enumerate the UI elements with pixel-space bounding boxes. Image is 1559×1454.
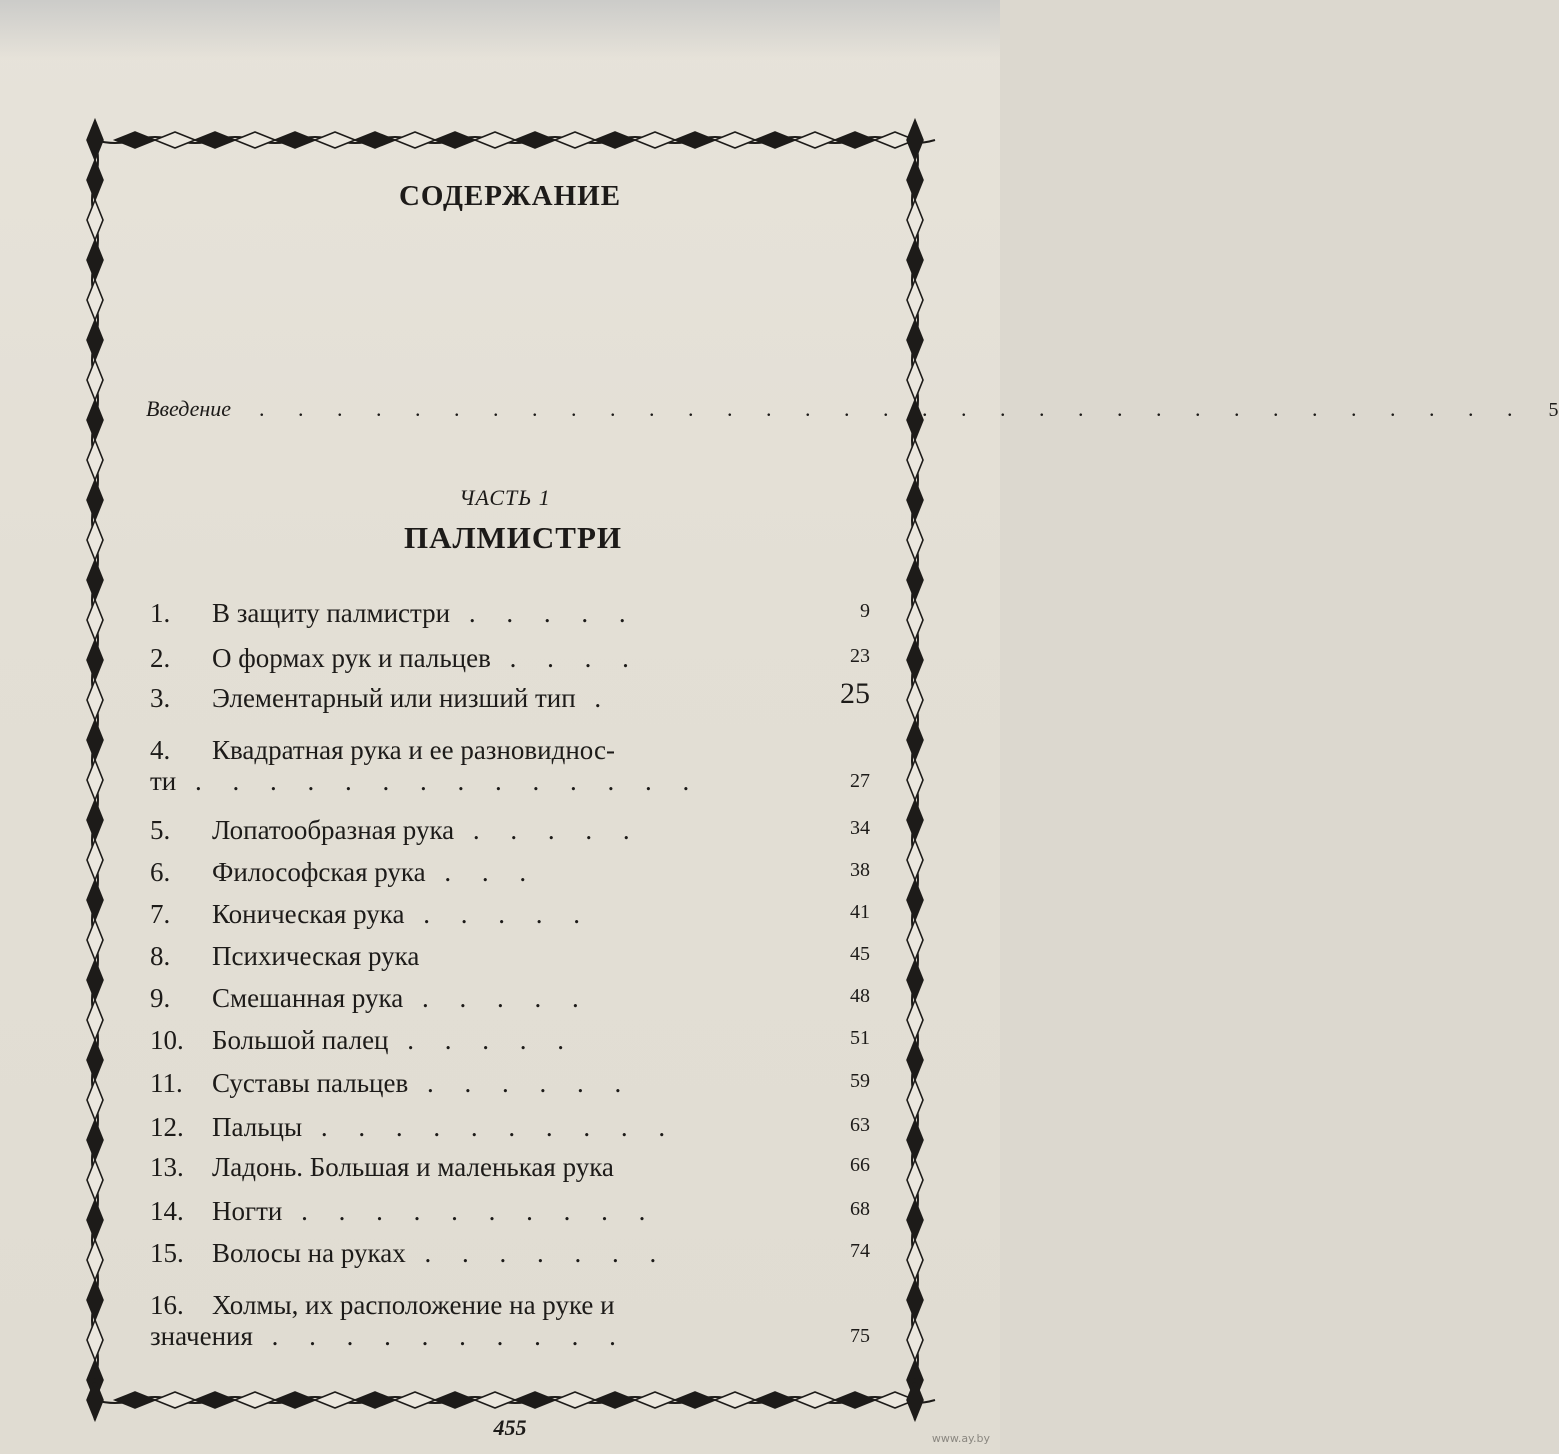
dot-leader: . . . . . . . . . . . . . .	[176, 766, 702, 796]
entry-number: 12.	[150, 1112, 184, 1142]
page-number: 455	[493, 1415, 527, 1440]
page-title: СОДЕРЖАНИЕ	[398, 180, 622, 212]
entry-number: 15.	[150, 1238, 184, 1268]
border-diamond	[87, 600, 103, 640]
border-diamond	[155, 1392, 195, 1408]
border-diamond	[795, 132, 835, 148]
entry-page: 27	[850, 770, 870, 792]
border-diamond	[907, 560, 923, 600]
toc-entry	[150, 1112, 870, 1143]
entry-number: 4.	[150, 735, 171, 765]
border-diamond	[907, 920, 923, 960]
toc-entry	[150, 643, 870, 674]
entry-page: 75	[850, 1325, 870, 1347]
entry-number: 7.	[150, 899, 171, 929]
entry-number: 5.	[150, 815, 171, 845]
dot-leader: . . . . . .	[408, 1068, 634, 1098]
toc-entry	[150, 857, 870, 888]
border-diamond	[87, 960, 103, 1000]
border-diamond	[87, 120, 103, 160]
border-diamond	[87, 840, 103, 880]
entry-page: 59	[850, 1070, 870, 1092]
border-diamond	[315, 132, 355, 148]
border-diamond	[87, 880, 103, 920]
entry-page: 68	[850, 1198, 870, 1220]
border-diamond	[87, 1000, 103, 1040]
toc-entry	[150, 815, 870, 846]
border-diamond	[87, 640, 103, 680]
dot-leader: . . . . .	[403, 983, 591, 1013]
border-diamond	[475, 1392, 515, 1408]
border-diamond	[907, 1080, 923, 1120]
border-diamond	[435, 1392, 475, 1408]
toc-entry	[150, 1238, 870, 1269]
entry-title: Философская рука	[212, 857, 426, 887]
entry-title: Психическая рука	[212, 941, 420, 971]
border-diamond	[907, 1120, 923, 1160]
border-diamond	[907, 240, 923, 280]
entry-title: Пальцы	[212, 1112, 303, 1142]
dot-leader: . . . . .	[454, 815, 642, 845]
border-diamond	[87, 320, 103, 360]
part-title: ПАЛМИСТРИ	[403, 520, 623, 555]
border-diamond	[795, 1392, 835, 1408]
entry-title: Суставы пальцев	[212, 1068, 409, 1098]
entry-title: Ладонь. Большая и маленькая рука	[212, 1152, 614, 1182]
dot-leader: . . . . .	[450, 598, 638, 628]
border-diamond	[315, 1392, 355, 1408]
dot-leader: . . . . . . . . . .	[252, 1321, 628, 1351]
border-diamond	[595, 1392, 635, 1408]
border-diamond	[515, 1392, 555, 1408]
border-diamond	[195, 132, 235, 148]
border-diamond	[555, 1392, 595, 1408]
border-diamond	[907, 1040, 923, 1080]
entry-page: 63	[850, 1114, 870, 1136]
dot-leader: .	[575, 683, 614, 713]
border-diamond	[87, 800, 103, 840]
border-diamond	[515, 132, 555, 148]
border-diamond	[907, 600, 923, 640]
entry-number: 6.	[150, 857, 171, 887]
border-diamond	[155, 132, 195, 148]
entry-title: Ногти	[212, 1196, 283, 1226]
dot-leader: . . . . .	[404, 899, 592, 929]
entry-page: 66	[850, 1154, 870, 1176]
entry-number: 16.	[150, 1290, 184, 1320]
entry-number: 1.	[150, 598, 171, 628]
entry-page: 45	[850, 943, 870, 965]
border-diamond	[87, 1040, 103, 1080]
border-diamond	[907, 760, 923, 800]
border-diamond	[87, 760, 103, 800]
entry-page: 9	[860, 600, 870, 622]
entry-title: Холмы, их расположение на руке и	[212, 1290, 615, 1320]
border-diamond	[87, 240, 103, 280]
toc-entry	[150, 735, 870, 797]
border-diamond	[635, 1392, 675, 1408]
border-diamond	[87, 1200, 103, 1240]
border-diamond	[907, 680, 923, 720]
border-diamond	[907, 800, 923, 840]
border-diamond	[907, 1320, 923, 1360]
toc-entry	[150, 983, 870, 1014]
entry-title: Коническая рука	[212, 899, 405, 929]
entry-title: Смешанная рука	[212, 983, 404, 1013]
border-diamond	[235, 1392, 275, 1408]
border-diamond	[355, 1392, 395, 1408]
entry-page: 74	[850, 1240, 870, 1262]
border-diamond	[87, 680, 103, 720]
entry-page: 34	[850, 817, 870, 839]
dot-leader: . . . . . . . . . .	[302, 1112, 678, 1142]
border-diamond	[755, 132, 795, 148]
border-diamond	[435, 132, 475, 148]
border-diamond	[595, 132, 635, 148]
border-diamond	[907, 1000, 923, 1040]
border-diamond	[115, 132, 155, 148]
part-label: ЧАСТЬ 1	[459, 485, 551, 510]
border-diamond	[907, 440, 923, 480]
entry-number: 14.	[150, 1196, 184, 1226]
entry-number: 13.	[150, 1152, 184, 1182]
border-diamond	[835, 132, 875, 148]
dot-leader: . . . . .	[388, 1025, 577, 1055]
border-diamond	[907, 640, 923, 680]
intro-page: 5	[1548, 399, 1559, 421]
intro-label: Введение	[146, 396, 232, 421]
border-diamond	[87, 1160, 103, 1200]
border-diamond	[355, 132, 395, 148]
border-diamond	[87, 440, 103, 480]
border-diamond	[395, 1392, 435, 1408]
border-diamond	[87, 920, 103, 960]
dot-leader: . . . . . . .	[405, 1238, 669, 1268]
border-diamond	[195, 1392, 235, 1408]
border-diamond	[907, 880, 923, 920]
border-diamond	[555, 132, 595, 148]
border-diamond	[907, 1280, 923, 1320]
entry-title: Элементарный или низший тип	[212, 683, 576, 713]
entry-title-continued: ти	[150, 766, 177, 796]
entry-title: Большой палец	[212, 1025, 389, 1055]
dot-leader: . . . .	[490, 643, 641, 673]
dot-leader: . . . . . . . . . . . . . . . . . . . . . . . . . . . . . . . . .	[259, 396, 1527, 421]
border-diamond	[907, 720, 923, 760]
border-diamond	[907, 280, 923, 320]
toc-entry	[150, 598, 870, 629]
entry-title: Волосы на руках	[212, 1238, 406, 1268]
border-diamond	[87, 280, 103, 320]
entry-title: О формах рук и пальцев	[212, 643, 491, 673]
entry-title-continued: значения	[150, 1321, 253, 1351]
entry-page: 23	[850, 645, 870, 667]
entry-page: 51	[850, 1027, 870, 1049]
watermark: www.ay.by	[931, 1432, 990, 1445]
border-diamond	[87, 360, 103, 400]
entry-number: 3.	[150, 683, 171, 713]
border-diamond	[87, 1320, 103, 1360]
border-diamond	[395, 132, 435, 148]
border-diamond	[87, 1080, 103, 1120]
toc-entry	[150, 899, 870, 930]
border-diamond	[907, 360, 923, 400]
entry-number: 9.	[150, 983, 171, 1013]
border-diamond	[907, 320, 923, 360]
border-diamond	[715, 1392, 755, 1408]
toc-intro-row	[146, 396, 1559, 422]
entry-number: 8.	[150, 941, 171, 971]
border-diamond	[907, 960, 923, 1000]
border-diamond	[87, 1280, 103, 1320]
border-diamond	[675, 1392, 715, 1408]
border-diamond	[907, 1160, 923, 1200]
border-diamond	[835, 1392, 875, 1408]
entry-number: 11.	[150, 1068, 183, 1098]
border-diamond	[87, 560, 103, 600]
entry-number: 2.	[150, 643, 171, 673]
border-diamond	[275, 1392, 315, 1408]
border-diamond	[907, 840, 923, 880]
border-diamond	[907, 1240, 923, 1280]
toc-entry	[150, 1025, 870, 1056]
border-diamond	[907, 120, 923, 160]
border-diamond	[635, 132, 675, 148]
entry-number: 10.	[150, 1025, 184, 1055]
border-diamond	[715, 132, 755, 148]
border-diamond	[675, 132, 715, 148]
toc-entry	[150, 941, 870, 972]
border-diamond	[87, 400, 103, 440]
toc-entry	[150, 1068, 870, 1099]
dot-leader: . . .	[425, 857, 539, 887]
border-diamond	[87, 1120, 103, 1160]
entry-title: Лопатообразная рука	[212, 815, 455, 845]
entry-title: Квадратная рука и ее разновиднос-	[212, 735, 615, 765]
border-diamond	[275, 132, 315, 148]
border-diamond	[475, 132, 515, 148]
border-diamond	[755, 1392, 795, 1408]
entry-title: В защиту палмистри	[212, 598, 451, 628]
toc-entry	[150, 1290, 870, 1352]
toc-entry	[150, 1196, 870, 1227]
entry-page: 38	[850, 859, 870, 881]
border-diamond	[235, 132, 275, 148]
dot-leader: . . . . . . . . . .	[282, 1196, 658, 1226]
border-diamond	[115, 1392, 155, 1408]
toc-entry	[150, 677, 870, 714]
entry-page: 25	[840, 677, 870, 710]
entry-page: 48	[850, 985, 870, 1007]
toc-entry	[150, 1152, 870, 1183]
border-diamond	[87, 1240, 103, 1280]
entry-page: 41	[850, 901, 870, 923]
border-diamond	[87, 720, 103, 760]
border-diamond	[907, 1200, 923, 1240]
